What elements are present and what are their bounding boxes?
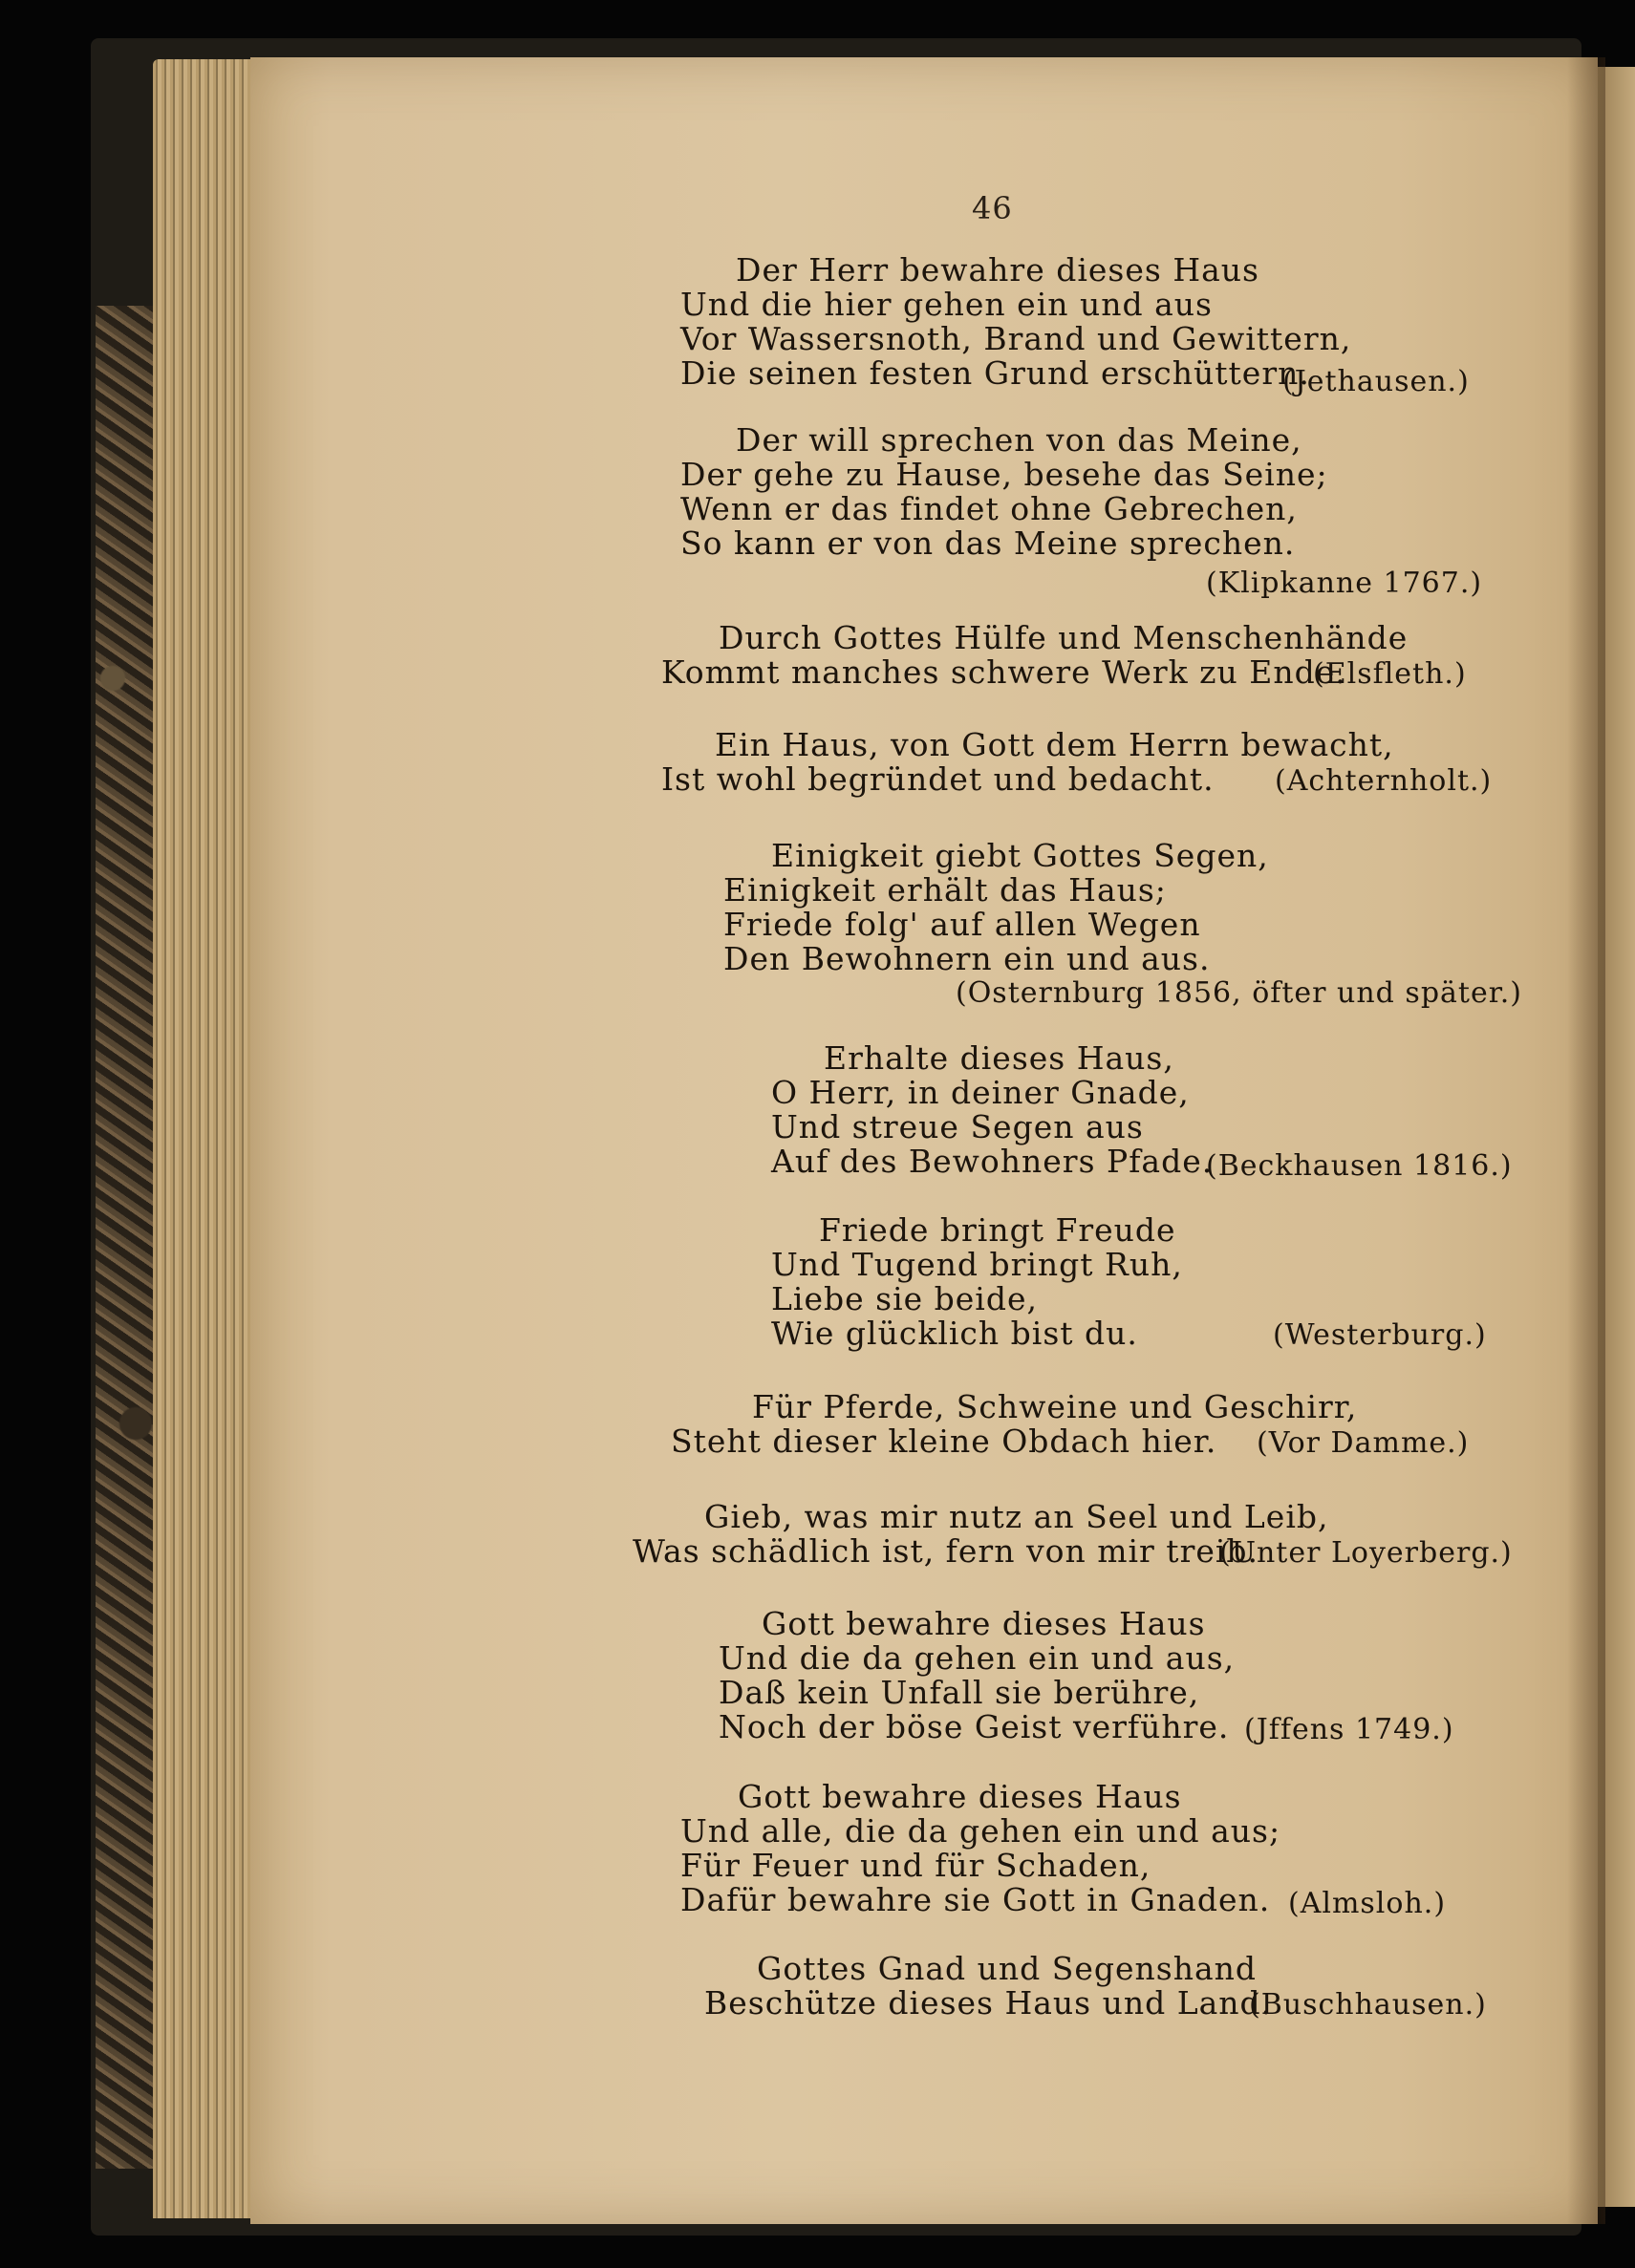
verse-line: Einigkeit giebt Gottes Segen, xyxy=(771,837,1269,874)
verse-stanza xyxy=(771,839,1269,873)
verse-stanza xyxy=(752,1390,1357,1424)
verse-line: Ist wohl begründet und bedacht. xyxy=(661,760,1215,798)
verse-line: Und alle, die da gehen ein und aus; xyxy=(680,1812,1281,1850)
verse-stanza xyxy=(824,1041,1174,1076)
verse-line: Den Bewohnern ein und aus. xyxy=(723,940,1211,977)
verse-stanza xyxy=(680,288,1351,391)
verse-line: Und die hier gehen ein und aus xyxy=(680,286,1213,323)
verse-line: Liebe sie beide, xyxy=(771,1280,1039,1317)
verse-line: Der Herr bewahre dieses Haus xyxy=(736,251,1259,289)
verse-line: Einigkeit erhält das Haus; xyxy=(723,871,1167,909)
source-attribution: (Klipkanne 1767.) xyxy=(1206,567,1483,600)
source-attribution: (Unter Loyerberg.) xyxy=(1219,1536,1513,1570)
source-attribution: (Westerburg.) xyxy=(1273,1318,1487,1352)
verse-line: Gott bewahre dieses Haus xyxy=(762,1605,1206,1642)
verse-line: Beschütze dieses Haus und Land. xyxy=(704,1984,1273,2022)
verse-stanza xyxy=(680,1814,1280,1917)
verse-line: Und streue Segen aus xyxy=(771,1108,1144,1145)
verse-stanza xyxy=(719,1641,1235,1744)
verse-line: Ein Haus, von Gott dem Herrn bewacht, xyxy=(715,726,1394,763)
verse-line: Auf des Bewohners Pfade. xyxy=(771,1143,1214,1180)
verse-stanza xyxy=(715,728,1394,762)
verse-stanza xyxy=(661,655,1346,690)
page-content xyxy=(250,57,1598,2224)
verse-line: Für Feuer und für Schaden, xyxy=(680,1847,1151,1884)
verse-stanza xyxy=(771,1076,1213,1179)
source-attribution: (Vor Damme.) xyxy=(1257,1426,1470,1460)
verse-stanza xyxy=(738,1780,1182,1814)
verse-stanza xyxy=(736,253,1259,288)
source-attribution: (Buschhausen.) xyxy=(1249,1988,1487,2022)
verse-stanza xyxy=(771,1248,1183,1351)
verse-line: Wie glücklich bist du. xyxy=(771,1315,1138,1352)
verse-line: So kann er von das Meine sprechen. xyxy=(680,524,1296,562)
page-number: 46 xyxy=(972,190,1013,226)
verse-line: Und Tugend bringt Ruh, xyxy=(771,1246,1183,1283)
verse-line: Erhalte dieses Haus, xyxy=(824,1039,1174,1077)
verse-line: Kommt manches schwere Werk zu Ende. xyxy=(661,653,1346,691)
verse-stanza xyxy=(633,1534,1259,1569)
verse-stanza xyxy=(661,762,1215,797)
verse-line: O Herr, in deiner Gnade, xyxy=(771,1074,1190,1111)
verse-line: Der gehe zu Hause, besehe das Seine; xyxy=(680,456,1328,493)
page-edges xyxy=(153,59,258,2218)
source-attribution: (Jethausen.) xyxy=(1282,365,1470,398)
source-attribution: (Osternburg 1856, öfter und später.) xyxy=(956,976,1523,1010)
source-attribution: (Elsfleth.) xyxy=(1313,657,1467,691)
marbled-cover-edge xyxy=(96,306,153,2169)
verse-line: Gott bewahre dieses Haus xyxy=(738,1778,1182,1815)
verse-stanza xyxy=(736,423,1302,458)
verse-line: Friede folg' auf allen Wegen xyxy=(723,906,1201,943)
source-attribution: (Almsloh.) xyxy=(1288,1887,1447,1920)
verse-line: Gieb, was mir nutz an Seel und Leib, xyxy=(704,1498,1329,1535)
verse-stanza xyxy=(680,458,1328,561)
verse-stanza xyxy=(723,873,1210,976)
source-attribution: (Achternholt.) xyxy=(1275,764,1493,798)
verse-stanza xyxy=(762,1607,1206,1641)
verse-stanza xyxy=(704,1500,1329,1534)
verse-line: Gottes Gnad und Segenshand xyxy=(757,1950,1258,1987)
verse-stanza xyxy=(719,621,1408,655)
verse-stanza xyxy=(819,1213,1176,1248)
verse-line: Wenn er das findet ohne Gebrechen, xyxy=(680,490,1298,527)
verse-line: Für Pferde, Schweine und Geschirr, xyxy=(752,1388,1358,1425)
verse-stanza xyxy=(671,1424,1216,1459)
verse-line: Daß kein Unfall sie berühre, xyxy=(719,1674,1200,1711)
verse-line: Noch der böse Geist verführe. xyxy=(719,1708,1230,1745)
verse-stanza xyxy=(757,1952,1257,1986)
verse-stanza xyxy=(704,1986,1272,2021)
verse-line: Der will sprechen von das Meine, xyxy=(736,421,1302,459)
verse-line: Und die da gehen ein und aus, xyxy=(719,1639,1236,1677)
verse-line: Friede bringt Freude xyxy=(819,1211,1176,1249)
source-attribution: (Jffens 1749.) xyxy=(1244,1713,1454,1746)
verse-line: Durch Gottes Hülfe und Menschenhände xyxy=(719,619,1409,656)
verse-line: Dafür bewahre sie Gott in Gnaden. xyxy=(680,1881,1271,1918)
source-attribution: (Beckhausen 1816.) xyxy=(1206,1149,1513,1183)
verse-line: Was schädlich ist, fern von mir treib. xyxy=(633,1532,1259,1570)
verse-line: Die seinen festen Grund erschüttern. xyxy=(680,354,1310,392)
verse-line: Steht dieser kleine Obdach hier. xyxy=(671,1423,1217,1460)
verse-line: Vor Wassersnoth, Brand und Gewittern, xyxy=(680,320,1352,357)
